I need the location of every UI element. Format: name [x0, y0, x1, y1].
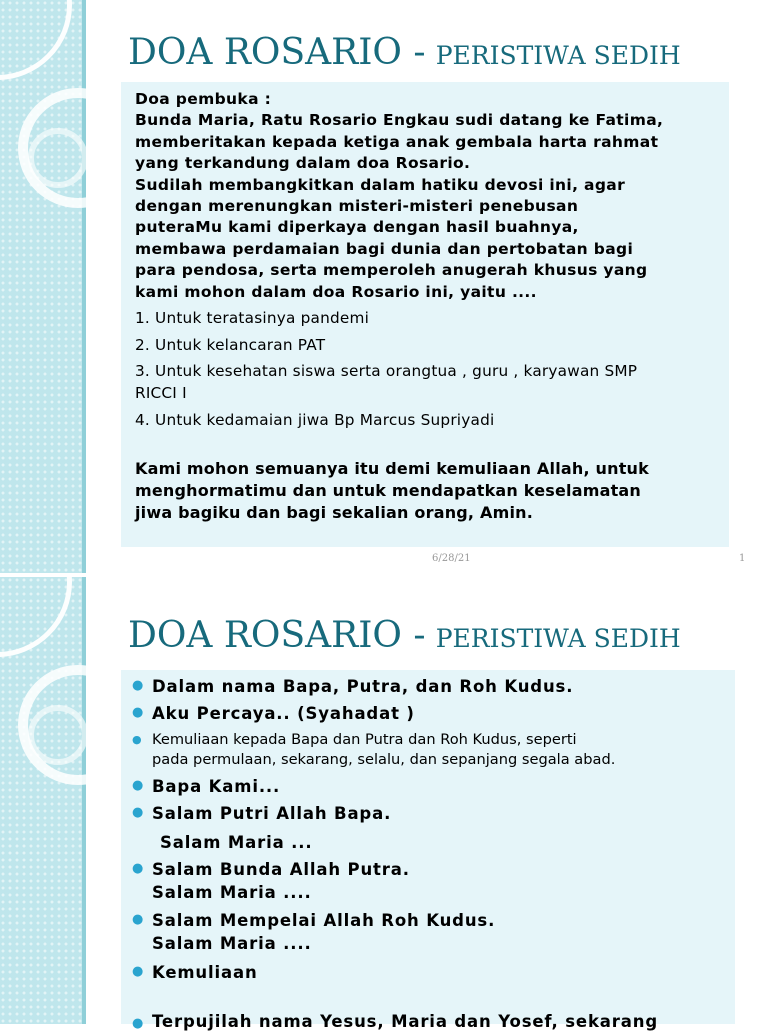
text-line: puteraMu kami diperkaya dengan hasil buahnya, — [135, 218, 579, 237]
text-line: Kemuliaan kepada Bapa dan Putra dan Roh Kudus, seperti — [152, 731, 577, 748]
text-line: memberitakan kepada ketiga anak gembala harta rahmat — [135, 132, 659, 151]
bullet-item — [152, 859, 410, 904]
bullet-item — [152, 910, 495, 955]
text-line: Salam Maria .... — [152, 933, 312, 953]
opening-prayer — [135, 89, 663, 303]
closing-prayer — [135, 458, 649, 524]
text-line: dengan merenungkan misteri-misteri penebusan — [135, 197, 579, 216]
text-line: yang terkandung dalam doa Rosario. — [135, 154, 471, 173]
intention-item: 1. Untuk teratasinya pandemi — [135, 309, 370, 327]
bullet-item: Terpujilah nama Yesus, Maria dan Yosef, sekarang — [152, 1012, 658, 1031]
title-sub: PERISTIWA SEDIH — [435, 41, 681, 70]
text-line: Kami mohon semuanya itu demi kemuliaan Allah, untuk — [135, 459, 649, 478]
slide-title — [128, 615, 681, 656]
bullet-icon: ● — [132, 805, 144, 820]
text-line: Salam Mempelai Allah Roh Kudus. — [152, 911, 496, 930]
text-line: Bunda Maria, Ratu Rosario Engkau sudi datang ke Fatima, — [135, 111, 664, 130]
bullet-icon: ● — [132, 705, 144, 720]
footer-page-number: 1 — [739, 553, 746, 564]
text-line: para pendosa, serta memperoleh anugerah khusus yang — [135, 261, 648, 280]
bullet-item: Aku Percaya.. (Syahadat ) — [152, 704, 415, 723]
bullet-icon: ● — [132, 861, 144, 876]
text-line: jiwa bagiku dan bagi sekalian orang, Amin. — [135, 503, 533, 522]
title-main: DOA ROSARIO - — [128, 32, 426, 73]
decorative-sidebar — [0, 0, 86, 573]
intention-item: 2. Untuk kelancaran PAT — [135, 336, 326, 354]
text-line: membawa perdamaian bagi dunia dan pertobatan bagi — [135, 239, 634, 258]
text-line: Salam Putri Allah Bapa. — [152, 804, 392, 823]
text-line: menghormatimu dan untuk mendapatkan keselamatan — [135, 481, 642, 500]
bullet-icon: ● — [132, 778, 144, 793]
bullet-item — [152, 730, 615, 769]
text-line: Salam Maria .... — [152, 882, 312, 902]
ring-decoration — [0, 0, 72, 80]
footer-date: 6/28/21 — [432, 553, 471, 564]
bullet-item: Kemuliaan — [152, 963, 258, 982]
text-line: Sudilah membangkitkan dalam hatiku devosi ini, agar — [135, 175, 626, 194]
bullet-item: Bapa Kami... — [152, 777, 281, 796]
ring-decoration — [28, 705, 86, 765]
bullet-item — [152, 803, 391, 854]
title-sub: PERISTIWA SEDIH — [435, 624, 681, 653]
bullet-icon: ● — [132, 678, 144, 693]
title-main: DOA ROSARIO - — [128, 615, 426, 656]
ring-decoration — [0, 577, 72, 657]
bullet-item: Dalam nama Bapa, Putra, dan Roh Kudus. — [152, 677, 574, 696]
text-line: kami mohon dalam doa Rosario ini, yaitu .... — [135, 282, 537, 301]
bullet-icon: ● — [132, 964, 144, 979]
text-line: RICCI I — [135, 384, 187, 402]
bullet-icon: ● — [132, 733, 142, 746]
text-line: Salam Maria ... — [160, 832, 313, 852]
intention-item: 4. Untuk kedamaian jiwa Bp Marcus Supriyadi — [135, 411, 495, 429]
text-line: 3. Untuk kesehatan siswa serta orangtua , guru , karyawan SMP — [135, 362, 638, 380]
ring-decoration — [28, 128, 86, 188]
sidebar-edge — [82, 0, 86, 573]
text-line: pada permulaan, sekarang, selalu, dan sepanjang segala abad. — [152, 750, 616, 768]
decorative-sidebar — [0, 577, 86, 1024]
intention-item — [135, 360, 637, 404]
text-line: Doa pembuka : — [135, 90, 272, 108]
bullet-icon: ● — [132, 1016, 144, 1031]
bullet-icon: ● — [132, 912, 144, 927]
text-line: Salam Bunda Allah Putra. — [152, 860, 410, 879]
slide-title — [128, 32, 681, 73]
sidebar-edge — [82, 577, 86, 1024]
